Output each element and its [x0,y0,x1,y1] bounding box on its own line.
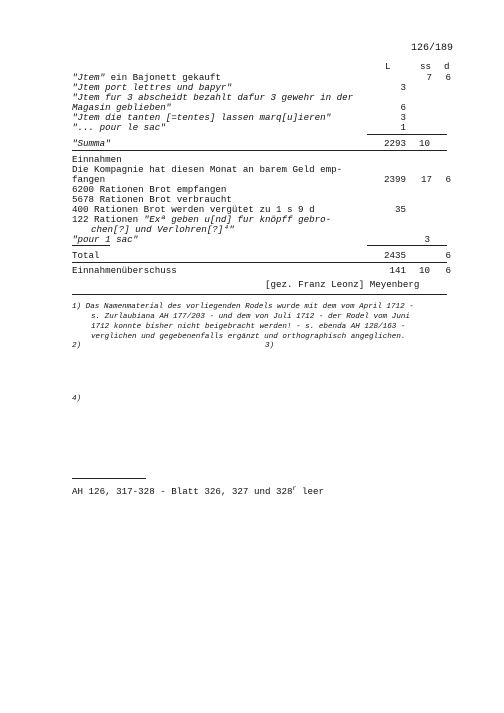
total-d: 6 [445,250,451,261]
total-label: Total [72,250,100,261]
footnote-1-line2: s. Zurlaubiana AH 177/203 - und dem von Juli 1712 - der Rodel vom Juni [91,313,410,321]
header-ss: ss [420,61,432,72]
signature: [gez. Franz Leonz] Meyenberg [265,279,420,290]
pour-sac-label: "pour 1 sac" [72,234,139,245]
item-fur3-line2: Magasin geblieben" [72,102,172,113]
item-bajonett-ss: 7 [426,72,432,83]
ueberschuss-label: Einnahmenüberschuss [72,265,177,276]
summa-label: "Summa" [72,138,111,149]
footnote-1-line1: 1) Das Namenmaterial des vorliegenden Rodels wurde mit dem vom April 1712 - [72,303,414,311]
summa-l: 2293 [383,138,406,149]
item-bajonett-d: 6 [445,72,451,83]
brot-verguetet: 400 Rationen Brot werden vergütet zu 1 s 9 d [72,204,315,215]
item-sac: "... pour le sac" [72,122,166,133]
item-bajonett-quote: "Jtem" [72,72,106,83]
source-rule [72,478,146,479]
source-tail: leer [296,486,325,497]
total-underline [72,262,447,263]
footnote-2: 2) [72,342,82,350]
brot-122-line2: chen[?] und Verlohren[?]⁴" [91,224,235,235]
item-port-l: 3 [400,82,406,93]
item-bajonett-text: ein Bajonett gekauft [105,72,221,83]
pour-sac-ss: 3 [424,234,430,245]
item-fur3-line1: "Jtem fur 3 abscheidt bezahlt dafur 3 gewehr in der [72,92,354,103]
header-d: d [444,61,450,72]
footnote-3: 3) [265,342,275,350]
item-tanten: "Jtem die tanten [=tentes] lassen marq[u]ieren" [72,112,332,123]
brot-empfangen: 6200 Rationen Brot empfangen [72,184,227,195]
footnote-rule [72,294,447,295]
item-fur3-l: 6 [400,102,406,113]
brot-122-prefix: 122 Rationen [72,214,144,225]
einnahmen-d: 6 [445,174,451,185]
total-l: 2435 [383,250,406,261]
einnahmen-line1: Die Kompagnie hat diesen Monat an barem Geld emp- [72,164,343,175]
brot-122-quote: "Exª geben u[nd] fur knöpff gebro- [143,214,332,225]
ueberschuss-ss: 10 [418,265,430,276]
page-number: 126/189 [411,43,454,54]
source-sup: r [292,484,297,492]
brot-verguetet-l: 35 [394,204,406,215]
einnahmen-line2: fangen [72,174,106,185]
footnote-4: 4) [72,395,82,403]
footnote-1-line4: verglichen und gegebenenfalls ergänzt und orthographisch angeglichen. [91,333,406,341]
brot-verbraucht: 5678 Rationen Brot verbraucht [72,194,232,205]
einnahmen-heading: Einnahmen [72,154,122,165]
ueberschuss-l: 141 [389,265,406,276]
pour-sac-underline [72,245,110,246]
item-sac-l: 1 [400,122,406,133]
einnahmen-ss: 17 [420,174,432,185]
sum-rule [367,134,447,135]
header-l: L [385,61,391,72]
item-port: "Jtem port lettres und bapyr" [72,82,232,93]
item-tanten-l: 3 [400,112,406,123]
source-line [72,484,325,497]
einnahmen-l: 2399 [383,174,406,185]
summa-rule [72,150,447,151]
ueberschuss-d: 6 [445,265,451,276]
source-ref: AH 126, 317-328 - Blatt 326, 327 und 328 [72,486,293,497]
summa-ss: 10 [418,138,430,149]
total-rule [367,245,447,246]
footnote-1-line3: 1712 konnte bisher nicht beigebracht werden! - s. ebenda AH 128/163 - [91,323,406,331]
